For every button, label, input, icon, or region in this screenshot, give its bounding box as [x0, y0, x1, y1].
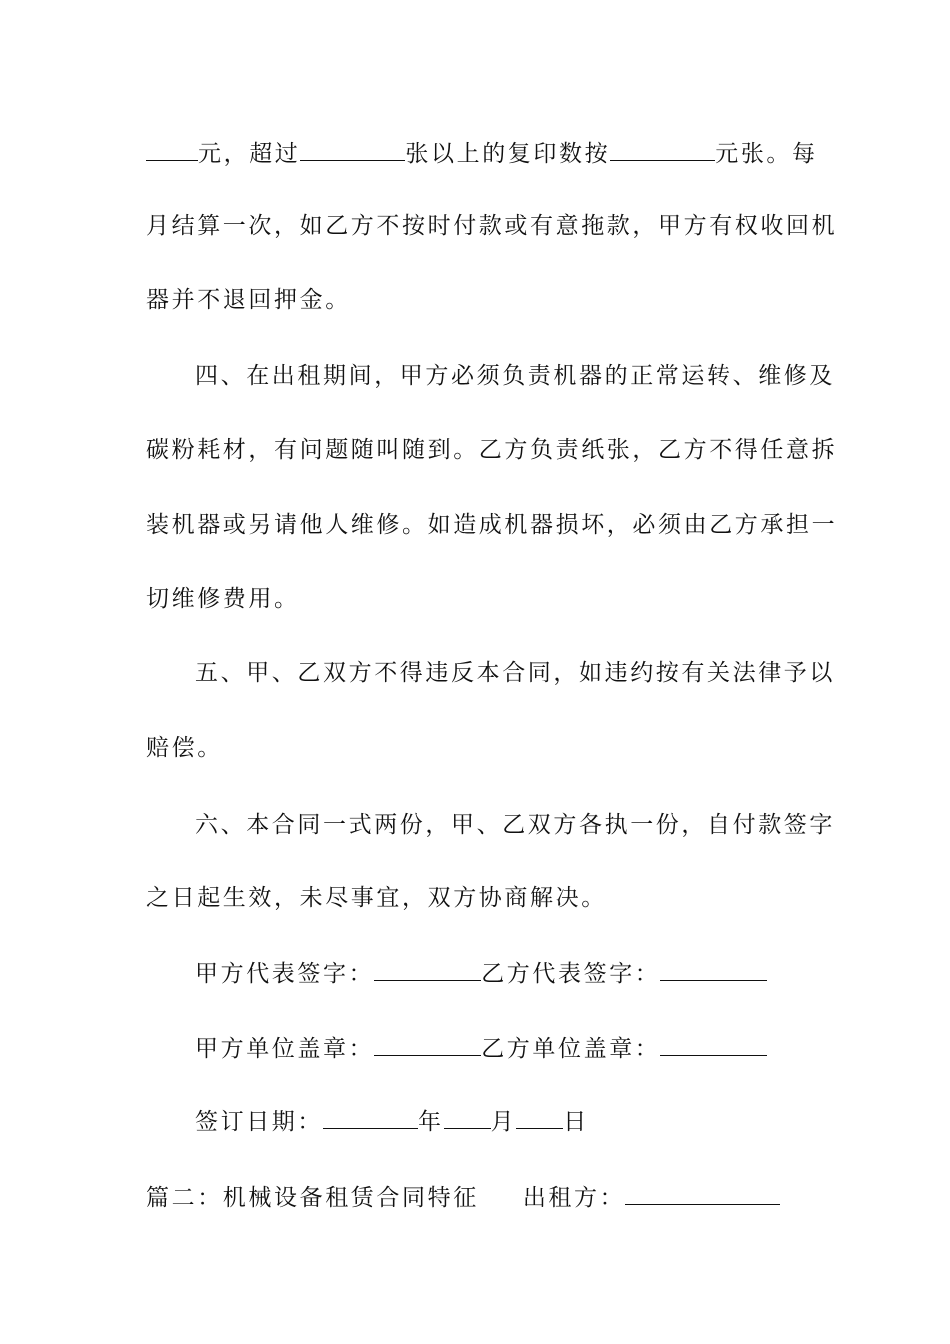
- party-b-signature-label: 乙方代表签字：: [481, 961, 661, 987]
- clause-three-line-3: 器并不退回押金。: [146, 287, 351, 313]
- blank-underline: [516, 1106, 563, 1129]
- text-segment: 元，超过: [198, 141, 301, 167]
- clause-six-line-1: 六、本合同一式两份，甲、乙双方各执一份，自付款签字: [195, 812, 835, 838]
- signing-date-label: 签订日期：: [195, 1109, 323, 1135]
- clause-three-line-fee: [146, 138, 818, 169]
- clause-six-line-2: 之日起生效，未尽事宜，双方协商解决。: [146, 885, 607, 911]
- clause-four-line-2: 碳粉耗材，有问题随叫随到。乙方负责纸张，乙方不得任意拆: [146, 437, 838, 463]
- text-segment: 元张。每: [715, 141, 818, 167]
- blank-underline: [660, 958, 767, 981]
- clause-three-line-2: 月结算一次，如乙方不按时付款或有意拖款，甲方有权收回机: [146, 213, 838, 239]
- blank-underline: [660, 1033, 767, 1056]
- seal-line: [195, 1033, 855, 1064]
- clause-five-line-2: 赔偿。: [146, 735, 223, 761]
- blank-underline: [146, 138, 198, 161]
- clause-four-line-4: 切维修费用。: [146, 586, 300, 612]
- section-two-heading-line: [146, 1182, 806, 1213]
- party-a-signature-label: 甲方代表签字：: [195, 961, 375, 987]
- clause-five-line-1: 五、甲、乙双方不得违反本合同，如违约按有关法律予以: [195, 660, 835, 686]
- year-label: 年: [418, 1109, 444, 1135]
- party-b-seal-label: 乙方单位盖章：: [481, 1036, 661, 1062]
- section-two-title: 篇二：机械设备租赁合同特征: [146, 1185, 479, 1211]
- signature-representative-line: [195, 958, 855, 989]
- clause-four-line-1: 四、在出租期间，甲方必须负责机器的正常运转、维修及: [195, 363, 835, 389]
- month-label: 月: [490, 1109, 517, 1135]
- blank-underline: [610, 138, 715, 161]
- day-label: 日: [563, 1109, 589, 1135]
- blank-underline: [374, 1033, 481, 1056]
- blank-underline: [374, 958, 481, 981]
- blank-underline: [300, 138, 405, 161]
- blank-underline: [323, 1106, 418, 1129]
- blank-underline: [625, 1182, 780, 1205]
- signing-date-line: [195, 1106, 855, 1137]
- text-segment: 张以上的复印数按: [405, 141, 611, 167]
- blank-underline: [444, 1106, 491, 1129]
- clause-four-line-3: 装机器或另请他人维修。如造成机器损坏，必须由乙方承担一: [146, 512, 838, 538]
- party-a-seal-label: 甲方单位盖章：: [195, 1036, 375, 1062]
- lessor-label: 出租方：: [522, 1185, 626, 1211]
